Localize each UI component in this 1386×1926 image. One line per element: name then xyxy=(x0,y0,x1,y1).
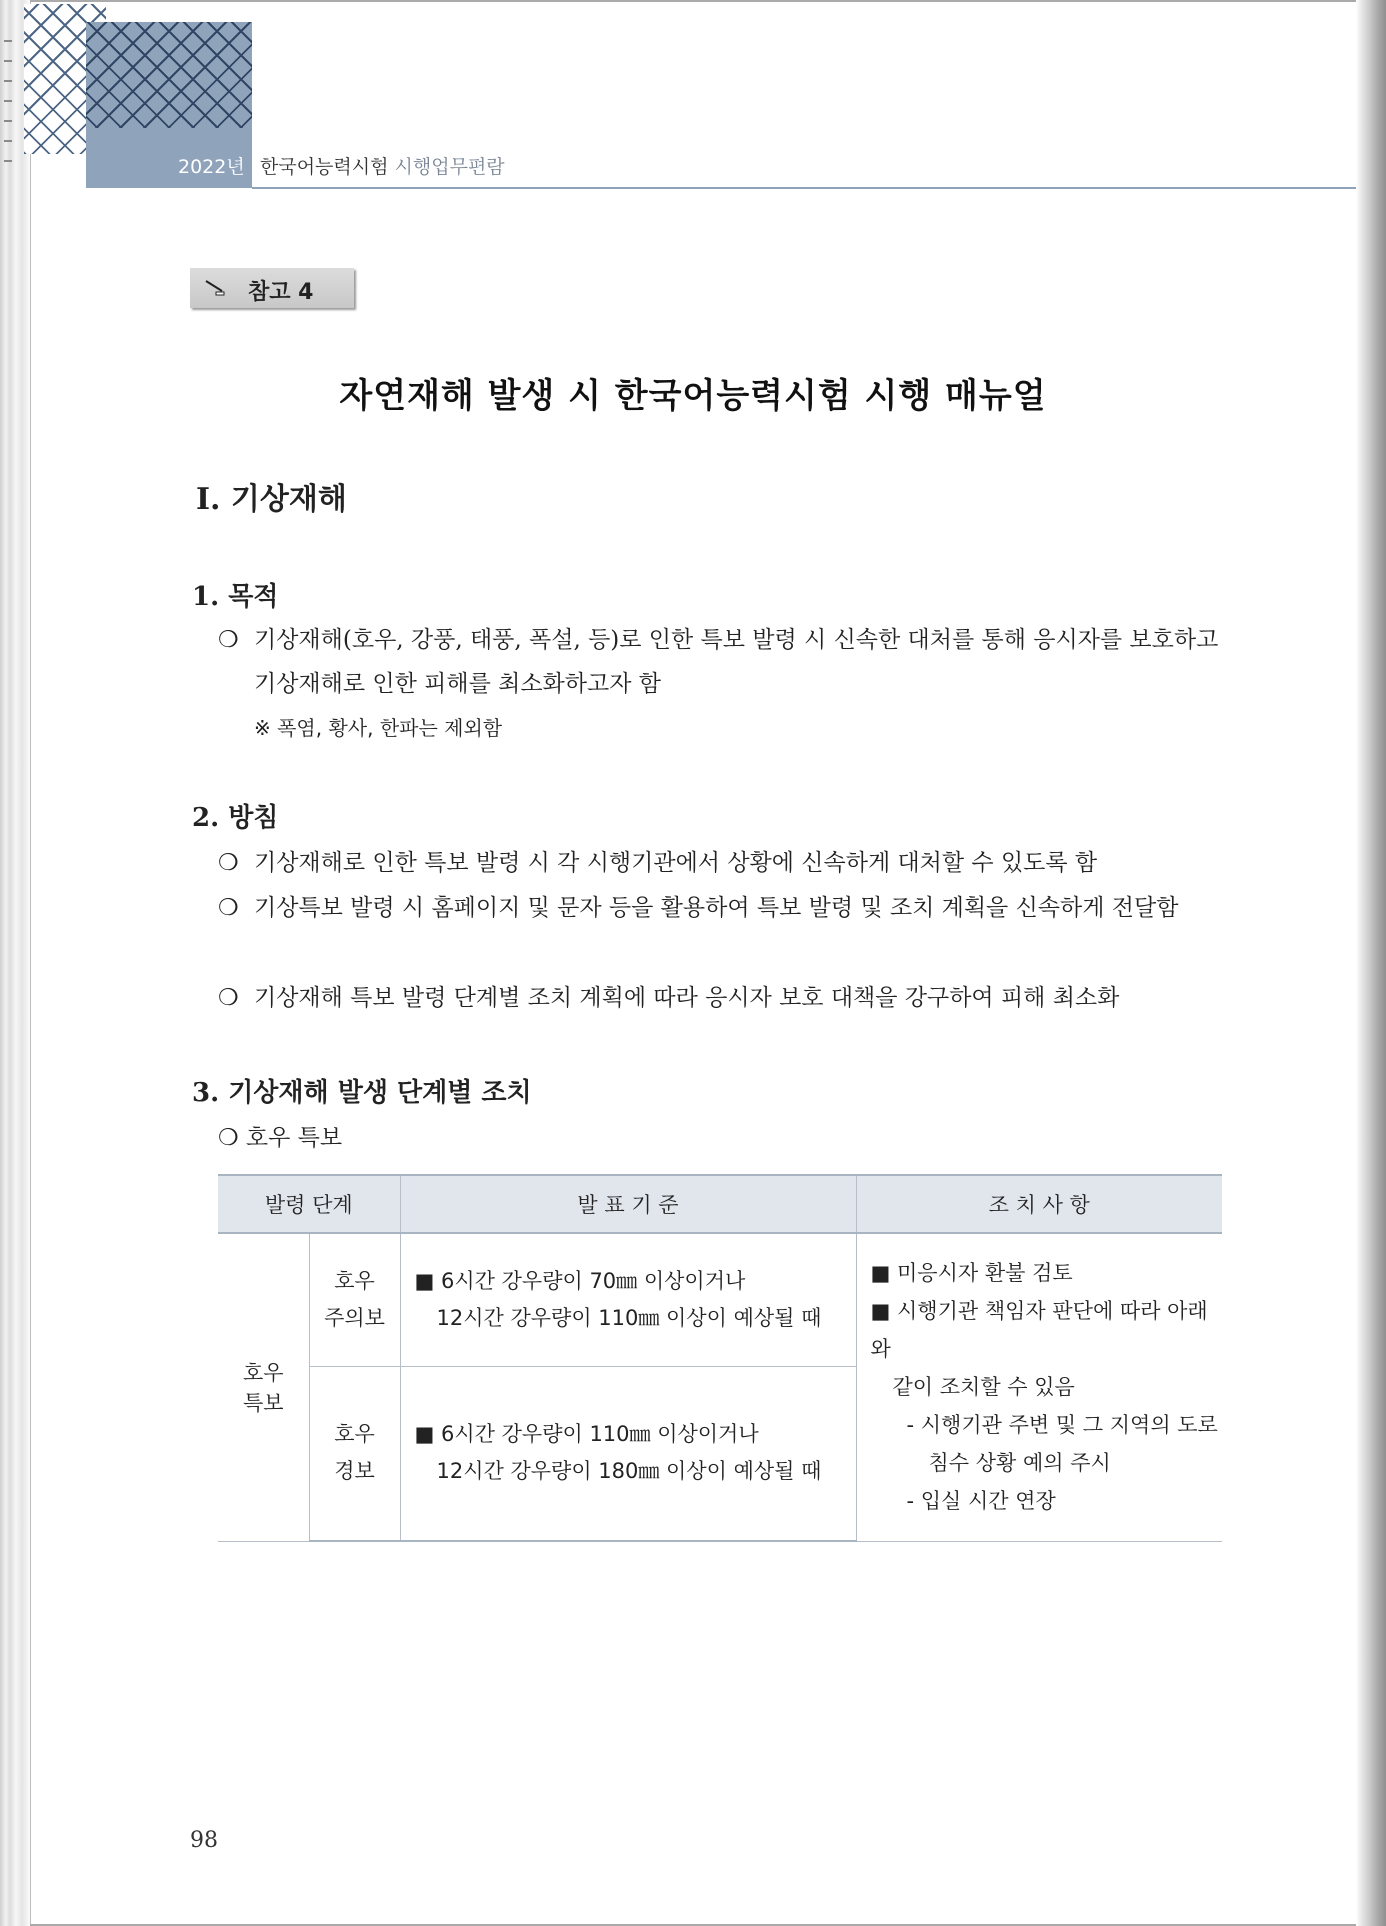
steps-sub: ❍ 호우 특보 xyxy=(218,1125,343,1151)
table-action-text: ■ 시행기관 책임자 판단에 따라 아래와 xyxy=(870,1299,1208,1362)
table-level-text: 주의보 xyxy=(324,1305,385,1330)
table-criteria-text: 12시간 강우량이 110㎜ 이상이 예상될 때 xyxy=(436,1305,822,1330)
table-level-text: 호우 xyxy=(334,1268,375,1293)
table-criteria-cell xyxy=(400,1233,856,1366)
rain-advisory-table xyxy=(218,1174,1222,1542)
table-criteria-text: 12시간 강우량이 180㎜ 이상이 예상될 때 xyxy=(436,1459,822,1484)
policy-item xyxy=(218,886,1228,930)
page-title: 자연재해 발생 시 한국어능력시험 시행 매뉴얼 xyxy=(339,376,1047,416)
page-top-edge xyxy=(30,0,1356,2)
book-spine xyxy=(0,0,31,1926)
table-level-cell xyxy=(309,1233,400,1366)
table-criteria-text: ■ 6시간 강우량이 110㎜ 이상이거나 xyxy=(414,1422,759,1447)
policy-text: 기상재해로 인한 특보 발령 시 각 시행기관에서 상황에 신속하게 대처할 수 있도록 함 xyxy=(254,850,1098,876)
steps-heading: 3. 기상재해 발생 단계별 조치 xyxy=(192,1078,532,1108)
header-title xyxy=(260,152,505,179)
table-action-cell xyxy=(856,1233,1222,1541)
policy-item xyxy=(218,841,1228,885)
policy-heading: 2. 방침 xyxy=(192,803,279,833)
circle-bullet-icon: ❍ xyxy=(218,627,239,653)
purpose-heading: 1. 목적 xyxy=(192,582,279,612)
table-criteria-cell xyxy=(400,1366,856,1541)
circle-bullet-icon: ❍ xyxy=(218,985,239,1011)
header-title-sub: 시행업무편람 xyxy=(394,156,505,178)
policy-text: 기상특보 발령 시 홈페이지 및 문자 등을 활용하여 특보 발령 및 조치 계획을 신속하게 전달함 xyxy=(254,895,1179,921)
header-title-main: 한국어능력시험 xyxy=(260,156,389,178)
table-group-text: 호우 xyxy=(242,1361,284,1386)
table-header: 발 표 기 준 xyxy=(400,1175,856,1233)
circle-bullet-icon: ❍ xyxy=(218,895,239,921)
page-number: 98 xyxy=(190,1828,218,1853)
section-heading: Ⅰ. 기상재해 xyxy=(196,482,347,517)
table-level-text: 경보 xyxy=(334,1459,375,1484)
purpose-text: 기상재해(호우, 강풍, 태풍, 폭설, 등)로 인한 특보 발령 시 신속한 대처를 통해 응시자를 보호하고 기상재해로 인한 피해를 최소화하고자 함 xyxy=(254,627,1219,697)
reference-label: 참고 4 xyxy=(248,280,314,305)
purpose-note: ※ 폭염, 황사, 한파는 제외함 xyxy=(254,716,503,740)
header-year: 2022년 xyxy=(178,156,245,178)
header-rule xyxy=(252,187,1356,189)
table-action-text: 침수 상황 예의 주시 xyxy=(928,1451,1111,1476)
table-group-text: 특보 xyxy=(242,1391,284,1416)
table-group-cell xyxy=(218,1233,309,1541)
purpose-item xyxy=(218,618,1228,706)
page-right-shadow xyxy=(1356,0,1386,1926)
table-action-text: 같이 조치할 수 있음 xyxy=(892,1375,1075,1400)
table-criteria-text: ■ 6시간 강우량이 70㎜ 이상이거나 xyxy=(414,1268,746,1293)
table-level-cell xyxy=(309,1366,400,1541)
table-level-text: 호우 xyxy=(334,1422,375,1447)
table-header: 발령 단계 xyxy=(218,1175,400,1233)
table-action-text: ■ 미응시자 환불 검토 xyxy=(870,1261,1073,1286)
arrow-icon xyxy=(204,277,226,299)
reference-tag xyxy=(190,268,354,308)
policy-item xyxy=(218,976,1228,1020)
circle-bullet-icon: ❍ xyxy=(218,850,239,876)
policy-text: 기상재해 특보 발령 단계별 조치 계획에 따라 응시자 보호 대책을 강구하여 피해 최소화 xyxy=(254,985,1120,1011)
table-header: 조 치 사 항 xyxy=(856,1175,1222,1233)
table-action-text: - 입실 시간 연장 xyxy=(906,1489,1056,1514)
table-action-text: - 시행기관 주변 및 그 지역의 도로 xyxy=(906,1413,1218,1438)
